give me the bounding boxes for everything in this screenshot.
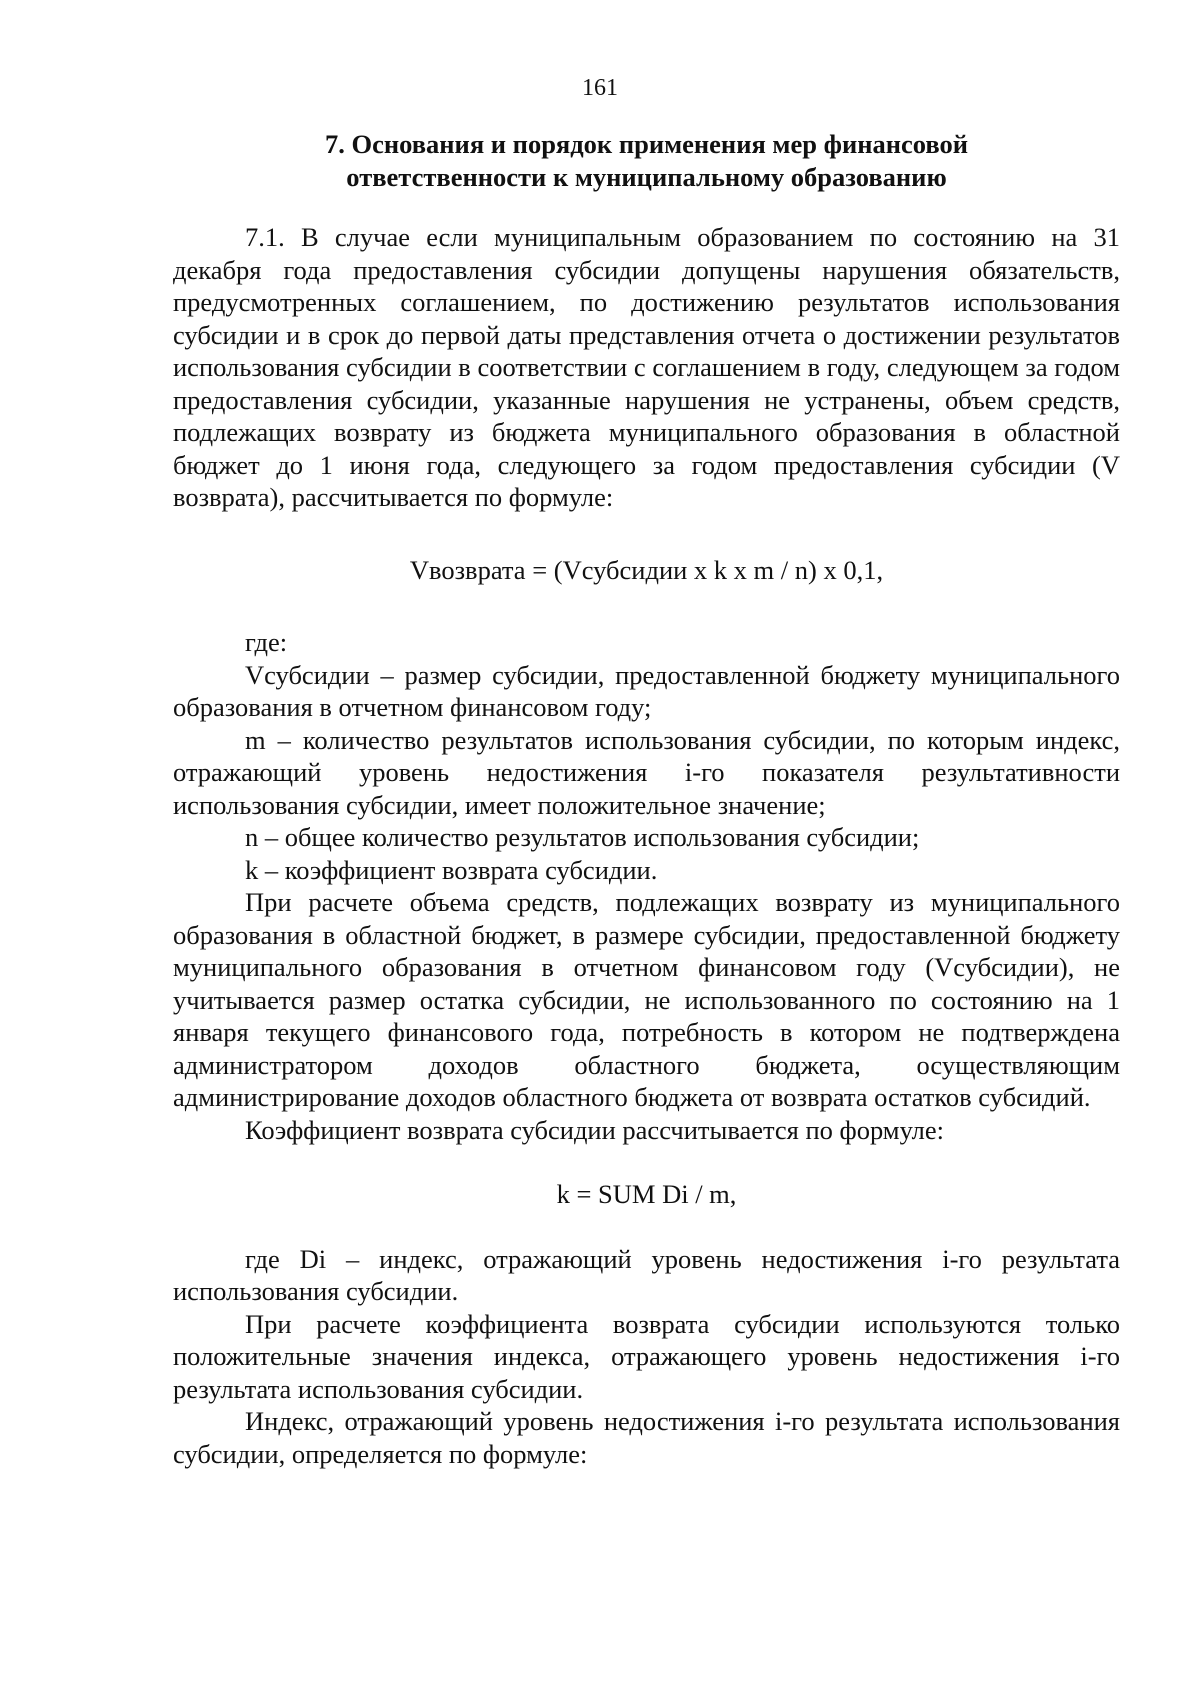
section-title — [173, 128, 1120, 193]
formula-v-return: Vвозврата = (Vсубсидии x k x m / n) x 0,1, — [409, 554, 884, 585]
paragraph-calculation: При расчете объема средств, подлежащих возврату из муниципального образования в областной бюджет, в размере субсидии, предоставленной бюджету муниципального образования в отчетном финансовом году (Vсубсидии), не учитывается размер остатка субсидии, не использованного по состоянию на 1 января текущего финансового года, потребность в котором не подтверждена администратором доходов областного бюджета, осуществляющим администрирование доходов областного бюджета от возврата остатков субсидий. — [173, 887, 1120, 1112]
page-number: 161 — [582, 75, 618, 101]
section-title-line-2: ответственности к муниципальному образованию — [346, 161, 947, 192]
where-label: где: — [245, 627, 288, 657]
paragraph-7-1: 7.1. В случае если муниципальным образованием по состоянию на 31 декабря года предоставления субсидии допущены нарушения обязательств, предусмотренных соглашением, по достижению результатов использования субсидии и в срок до первой даты представления отчета о достижении результатов использования субсидии в соответствии с соглашением в году, следующем за годом предоставления субсидии, указанные нарушения не устранены, объем средств, подлежащих возврату из бюджета муниципального образования в областной бюджет до 1 июня года, следующего за годом предоставления субсидии (V возврата), рассчитывается по формуле: — [173, 222, 1120, 512]
paragraph-coefficient: Коэффициент возврата субсидии рассчитывается по формуле: — [245, 1114, 945, 1145]
page-content — [173, 128, 1120, 1470]
formula-k: k = SUM Di / m, — [556, 1179, 737, 1209]
section-title-line-1: 7. Основания и порядок применения мер финансовой — [324, 129, 968, 159]
definition-n: n – общее количество результатов использования субсидии; — [245, 822, 920, 852]
paragraph-positive-values: При расчете коэффициента возврата субсидии используются только положительные значения индекса, отражающего уровень недостижения i-го результата использования субсидии. — [173, 1308, 1120, 1404]
definition-m: m – количество результатов использования субсидии, по которым индекс, отражающий уровень недостижения i-го показателя результативности использования субсидии, имеет положительное значение; — [173, 724, 1120, 820]
definition-k: k – коэффициент возврата субсидии. — [245, 854, 658, 885]
definition-di: где Di – индекс, отражающий уровень недостижения i-го результата использования субсидии. — [173, 1243, 1120, 1306]
paragraph-index: Индекс, отражающий уровень недостижения i-го результата использования субсидии, определяется по формуле: — [173, 1406, 1120, 1469]
definition-v-subsidy: Vсубсидии – размер субсидии, предоставленной бюджету муниципального образования в отчетном финансовом году; — [173, 659, 1120, 722]
